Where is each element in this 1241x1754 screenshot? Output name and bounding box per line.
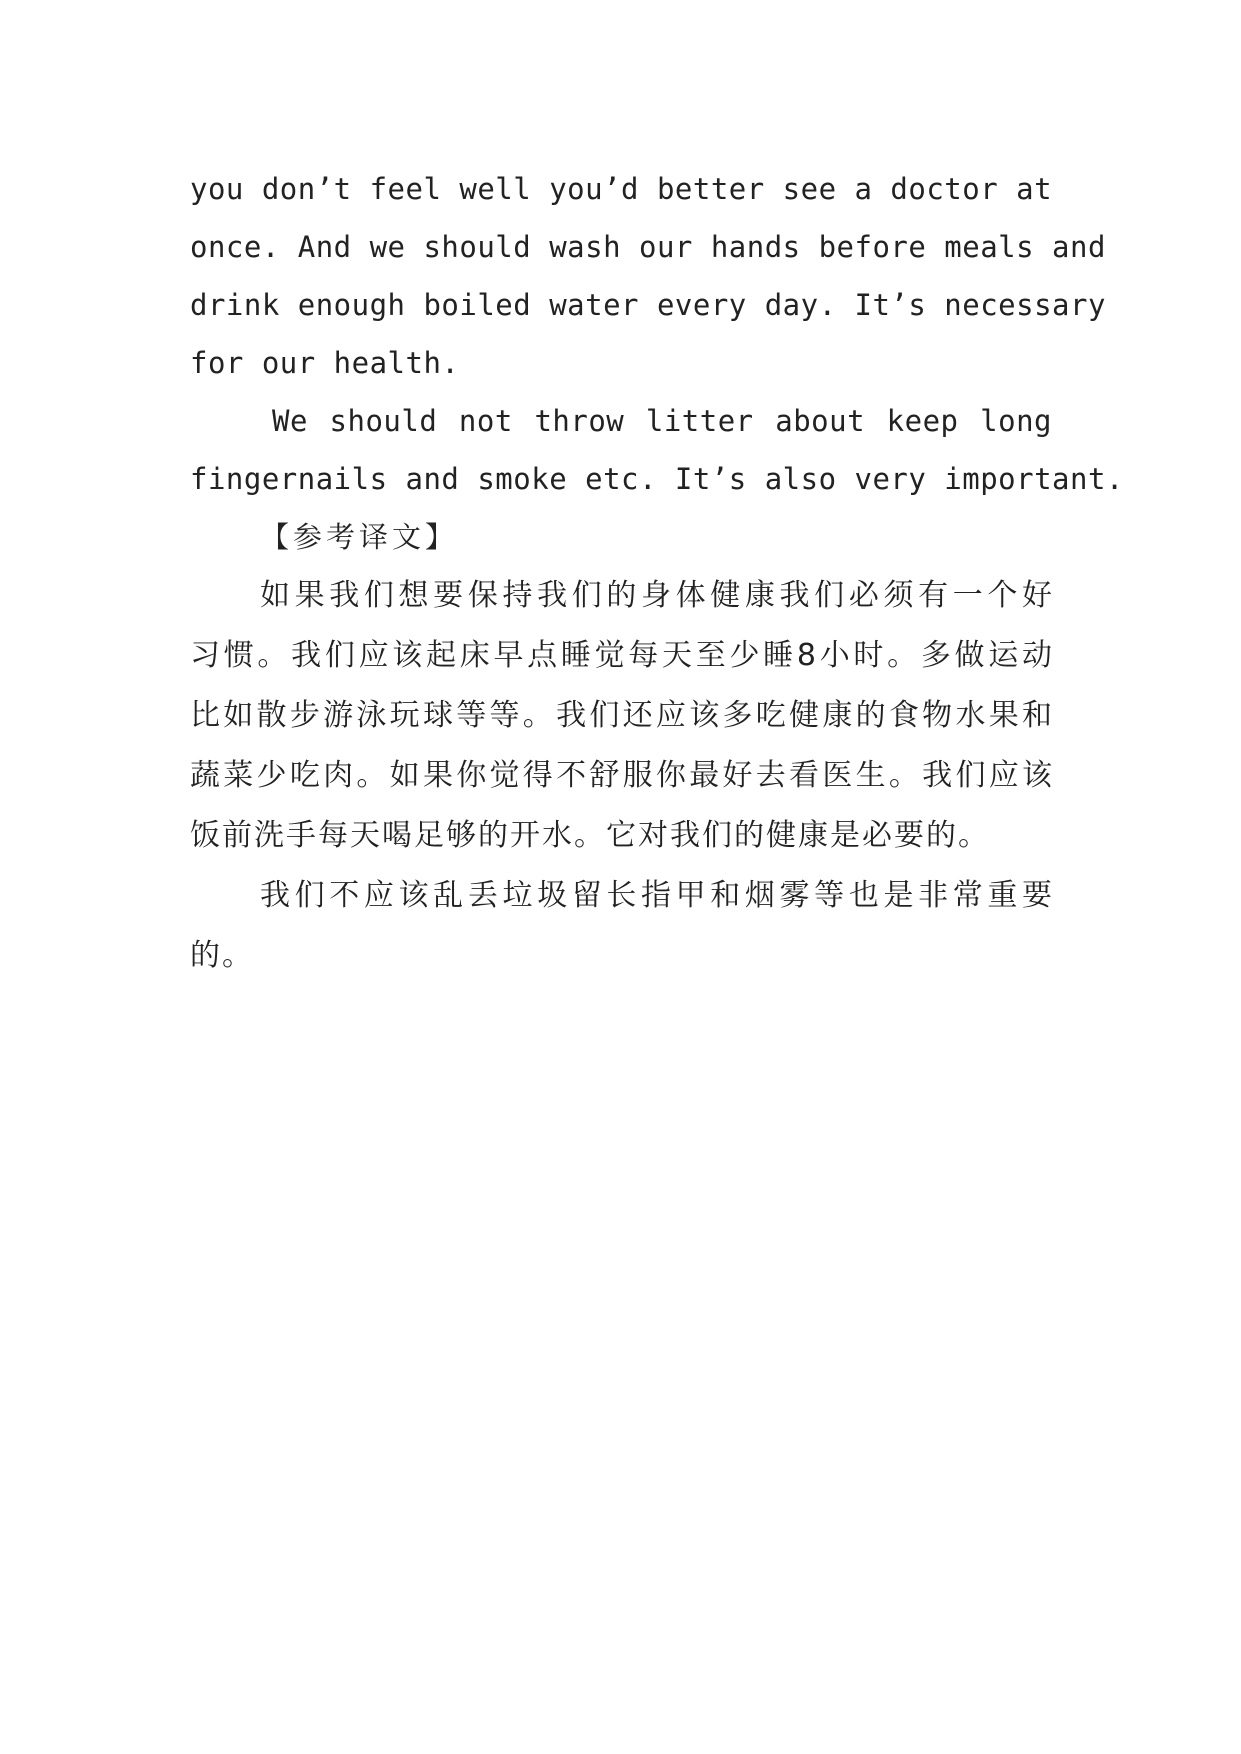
english-paragraph-1	[190, 160, 1106, 392]
document-body	[190, 160, 1124, 986]
chinese-paragraph-2	[190, 866, 1052, 986]
text-line: for our health.	[190, 346, 460, 380]
chinese-paragraph-1	[190, 566, 1052, 866]
text-line: drink enough boiled water every day. It’s necessary	[190, 288, 1106, 322]
english-paragraph-2	[190, 392, 1124, 508]
text-line: 比如散步游泳玩球等等。我们还应该多吃健康的食物水果和	[190, 698, 1052, 733]
text-line: 我们不应该乱丢垃圾留长指甲和烟雾等也是非常重要	[260, 878, 1052, 913]
text-line: once. And we should wash our hands before meals and	[190, 230, 1106, 264]
translation-heading: 【参考译文】	[260, 520, 459, 554]
text-line: We should not throw litter about keep long	[272, 404, 1052, 438]
text-line: 饭前洗手每天喝足够的开水。它对我们的健康是必要的。	[190, 818, 990, 853]
text-line: 的。	[190, 938, 254, 973]
text-line: you don’t feel well you’d better see a doctor at	[190, 172, 1053, 206]
text-line: 如果我们想要保持我们的身体健康我们必须有一个好	[260, 578, 1052, 613]
text-line: fingernails and smoke etc. It’s also very important.	[190, 462, 1124, 496]
text-line: 蔬菜少吃肉。如果你觉得不舒服你最好去看医生。我们应该	[190, 758, 1052, 793]
text-line: 习惯。我们应该起床早点睡觉每天至少睡8小时。多做运动	[190, 638, 1052, 673]
